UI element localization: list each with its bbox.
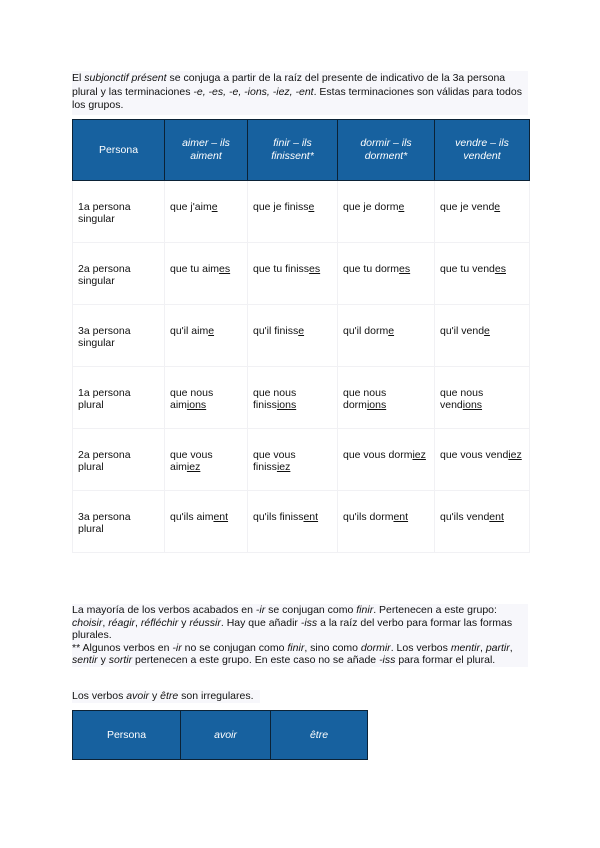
form-cell: que je dorme	[338, 181, 435, 243]
table-header-row	[73, 120, 530, 181]
ending: es	[219, 263, 231, 275]
irregular-verbs-table	[72, 710, 368, 760]
header-persona: Persona	[73, 711, 181, 760]
intro-term: subjonctif présent	[84, 72, 167, 84]
form-cell: qu'ils finissent	[248, 491, 338, 553]
ending: iez	[508, 449, 522, 461]
header-finir: finir – ils finissent*	[248, 120, 338, 181]
form-cell: que je vende	[435, 181, 530, 243]
ending: ent	[489, 511, 504, 523]
ending: iez	[276, 460, 291, 473]
irregular-verbs-paragraph: Los verbos avoir y être son irregulares.	[72, 690, 260, 703]
form-cell: qu'il finisse	[248, 305, 338, 367]
form-cell: que j'aime	[165, 181, 248, 243]
ending: e	[298, 325, 305, 337]
intro-text: El	[72, 72, 85, 84]
table-row	[73, 181, 530, 243]
header-etre: être	[271, 711, 368, 760]
ending: e	[388, 325, 395, 337]
form-cell: que tu aimes	[165, 243, 248, 305]
intro-text: se conjuga a partir de la raíz del presente de indicativo de la 3a persona plural y las terminaciones	[72, 72, 506, 98]
ending: iez	[412, 449, 426, 461]
table-row	[73, 243, 530, 305]
form-cell: que vous dormiez	[338, 429, 435, 491]
form-cell: que nous dormions	[338, 367, 435, 429]
ending: e	[398, 201, 405, 213]
form-cell: que tu finisses	[248, 243, 338, 305]
ending: ions	[462, 398, 483, 411]
table-row	[73, 429, 530, 491]
form-cell: qu'ils vendent	[435, 491, 530, 553]
ending: ions	[366, 398, 387, 411]
header-persona: Persona	[73, 120, 165, 181]
form-cell: qu'ils dorment	[338, 491, 435, 553]
footnote-paragraph: La mayoría de los verbos acabados en -ir se conjugan como finir. Pertenecen a este grupo: choisir, réagir, réfléchir y réussir. Hay que añadir -iss a la raíz del verbo para formar las formas plurales. ** Algunos verbos en -ir no se conjugan como finir, sino como dormir. Los verbos mentir, partir, sentir y sortir pertenecen a este grupo. En este caso no se añade -iss para formar el plural.	[72, 604, 528, 667]
header-vendre: vendre – ils vendent	[435, 120, 530, 181]
ending: ent	[213, 511, 229, 523]
ending: e	[211, 201, 218, 213]
form-cell: que nous vendions	[435, 367, 530, 429]
form-cell: qu'il aime	[165, 305, 248, 367]
form-cell: que vous vendiez	[435, 429, 530, 491]
intro-paragraph	[72, 71, 528, 115]
table-row	[73, 491, 530, 553]
persona-cell: 1a persona singular	[73, 181, 165, 243]
intro-text: . Estas terminaciones son válidas para todos los grupos.	[72, 85, 522, 111]
form-cell: que vous aimiez	[165, 429, 248, 491]
conjugation-table	[72, 119, 530, 553]
form-cell: qu'ils aiment	[165, 491, 248, 553]
persona-cell: 2a persona plural	[73, 429, 165, 491]
form-cell: qu'il vende	[435, 305, 530, 367]
form-cell: que vous finissiez	[248, 429, 338, 491]
ending: iez	[186, 460, 201, 473]
ending: ions	[186, 398, 207, 411]
ending: e	[208, 325, 215, 337]
ending: ions	[276, 398, 297, 411]
ending: e	[308, 201, 315, 213]
header-aimer: aimer – ils aiment	[165, 120, 248, 181]
ending: e	[494, 201, 501, 213]
form-cell: que nous aimions	[165, 367, 248, 429]
persona-cell: 2a persona singular	[73, 243, 165, 305]
persona-cell: 1a persona plural	[73, 367, 165, 429]
ending: ent	[303, 511, 319, 523]
table-row	[73, 367, 530, 429]
form-cell: que nous finissions	[248, 367, 338, 429]
ending: ent	[393, 511, 409, 523]
header-avoir: avoir	[181, 711, 271, 760]
intro-endings: -e, -es, -e, -ions, -iez, -ent	[193, 85, 314, 98]
ending: e	[484, 325, 490, 337]
table-row	[73, 305, 530, 367]
table-header-row	[73, 711, 368, 760]
ending: es	[309, 263, 321, 275]
form-cell: que je finisse	[248, 181, 338, 243]
header-dormir: dormir – ils dorment*	[338, 120, 435, 181]
form-cell: que tu dormes	[338, 243, 435, 305]
ending: es	[494, 263, 506, 275]
form-cell: qu'il dorme	[338, 305, 435, 367]
form-cell: que tu vendes	[435, 243, 530, 305]
persona-cell: 3a persona singular	[73, 305, 165, 367]
persona-cell: 3a persona plural	[73, 491, 165, 553]
ending: es	[399, 263, 411, 275]
